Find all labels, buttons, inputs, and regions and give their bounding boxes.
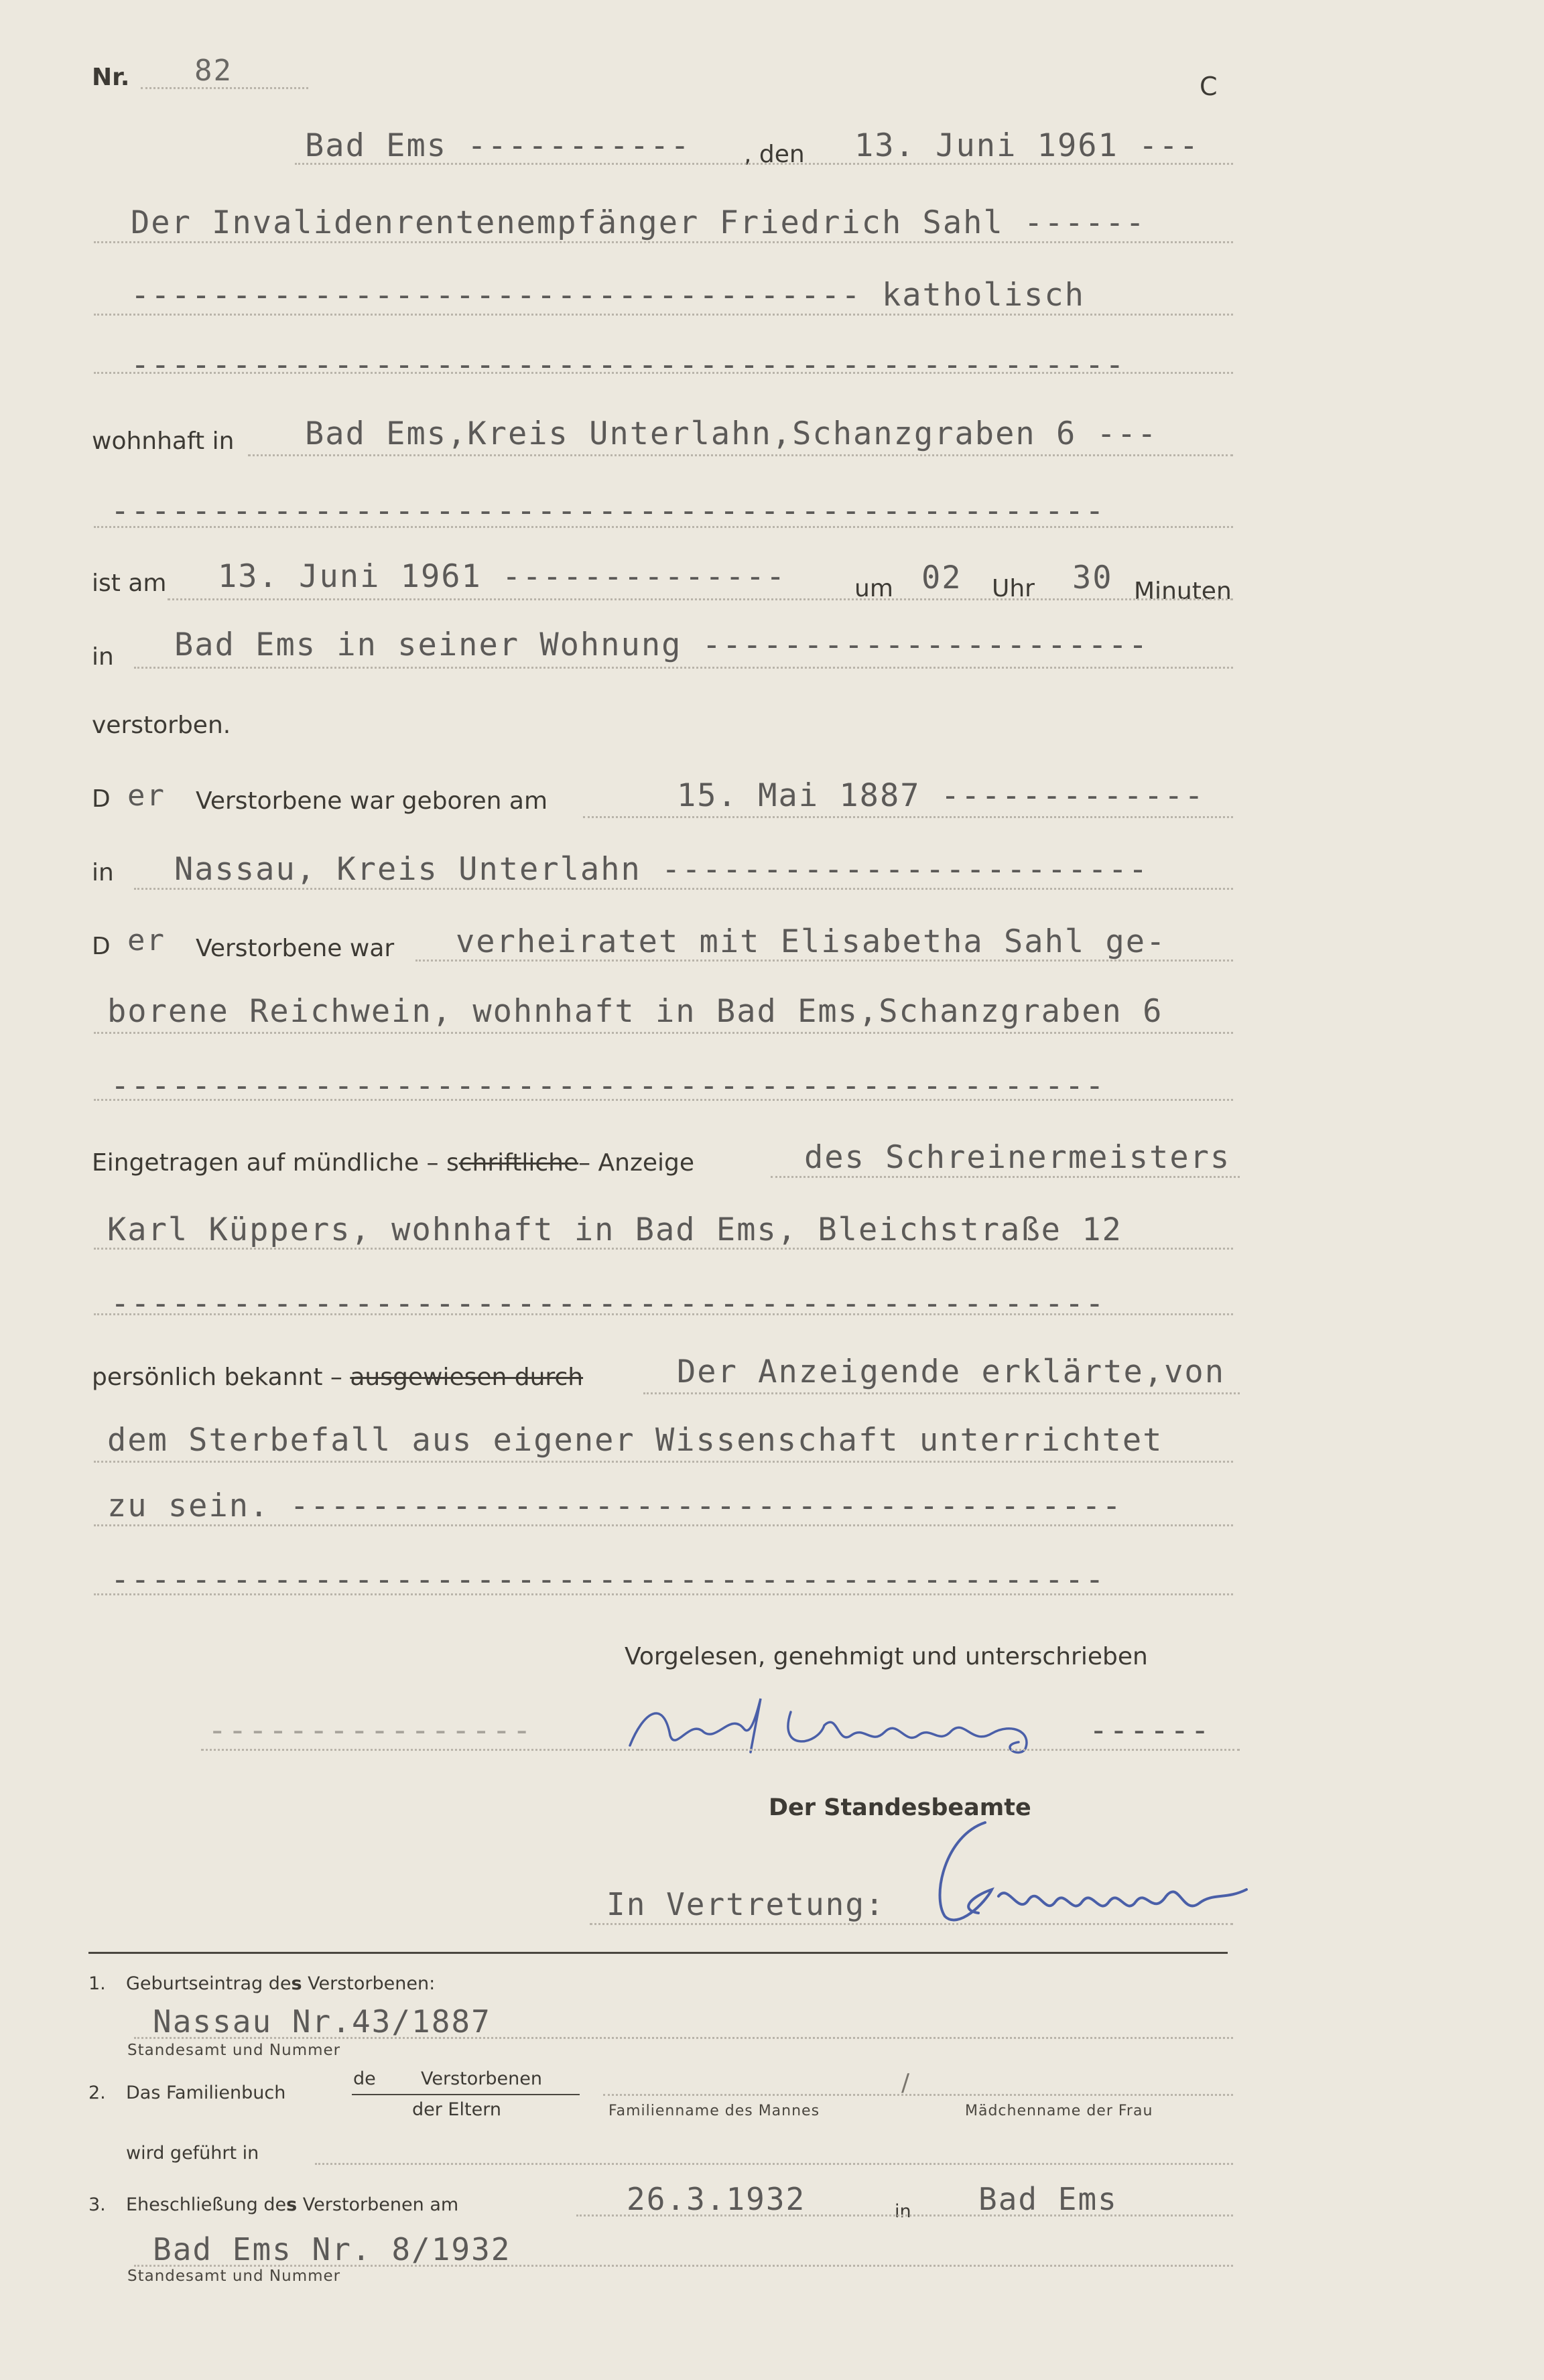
struck-option-ausgewiesen: ausgewiesen durch <box>350 1364 584 1391</box>
wird-gefuehrt-label: wird geführt in <box>126 2143 259 2164</box>
filler-line: ------------------------------------------------- <box>131 346 1126 383</box>
informant-line-2: Karl Küppers, wohnhaft in Bad Ems, Bleichstraße 12 <box>107 1211 1122 1248</box>
dotted-line <box>134 2265 1233 2267</box>
identity-label: persönlich bekannt – ausgewiesen durch <box>92 1364 584 1391</box>
dotted-line <box>168 598 1233 600</box>
birth-place: Nassau, Kreis Unterlahn ------------------------ <box>174 851 1149 888</box>
dotted-line <box>643 1392 1240 1394</box>
item2-number: 2. <box>88 2082 106 2103</box>
marital-filler: ------------------------------------------------- <box>111 1067 1106 1104</box>
birth-entry-value: Nassau Nr.43/1887 <box>153 2003 491 2040</box>
dotted-line <box>134 888 1233 890</box>
statement-filler: ------------------------------------------------- <box>111 1561 1106 1598</box>
fraction-line <box>352 2094 580 2095</box>
dotted-line <box>415 960 1233 962</box>
item3-in-label: in <box>895 2201 911 2222</box>
informant-sign-dashes: ------ <box>1089 1712 1211 1749</box>
in-vertretung-label: In Vertretung: <box>606 1886 885 1922</box>
marital-d-label: D <box>92 933 111 960</box>
marriage-place: Bad Ems <box>978 2181 1118 2217</box>
death-minute: 30 <box>1072 559 1113 596</box>
marital-er-fill: er <box>127 923 166 957</box>
nr-label: Nr. <box>92 64 130 91</box>
struck-option-schriftliche: chriftliche <box>458 1149 579 1177</box>
birth-label: Verstorbene war geboren am <box>196 787 548 815</box>
marital-line-2: borene Reichwein, wohnhaft in Bad Ems,Schanzgraben 6 <box>107 993 1163 1030</box>
death-place: Bad Ems in seiner Wohnung ---------------------- <box>174 626 1149 663</box>
dotted-line <box>94 241 1233 243</box>
deceased-name-line: Der Invalidenrentenempfänger Friedrich Sahl ------ <box>131 204 1146 241</box>
death-hour: 02 <box>921 559 962 596</box>
dotted-line <box>248 454 1233 456</box>
birth-date: 15. Mai 1887 ------------- <box>677 777 1205 814</box>
marital-line-1: verheiratet mit Elisabetha Sahl ge- <box>456 923 1167 960</box>
informant-signature <box>617 1672 1099 1766</box>
dotted-line <box>637 1749 1240 1751</box>
nr-dotted-line <box>141 87 308 89</box>
official-signature <box>918 1816 1267 1936</box>
religion-line: ------------------------------------ katholisch <box>131 277 1085 314</box>
item3-number: 3. <box>88 2194 106 2215</box>
register-letter: C <box>1200 72 1218 101</box>
read-approved-label: Vorgelesen, genehmigt und unterschrieben <box>625 1643 1148 1670</box>
dotted-line <box>94 372 1233 374</box>
birth-d-label: D <box>92 785 111 813</box>
statement-line-1: Der Anzeigende erklärte,von <box>677 1353 1226 1390</box>
dotted-line <box>94 1524 1233 1526</box>
statement-line-3: zu sein. ----------------------------------------- <box>107 1488 1122 1524</box>
register-number: 82 <box>194 54 233 88</box>
maedchenname-label: Mädchenname der Frau <box>965 2103 1153 2119</box>
dotted-line <box>201 1749 643 1751</box>
dotted-line <box>94 314 1233 316</box>
dotted-line <box>94 1313 1233 1315</box>
registration-label: Eingetragen auf mündliche – schriftliche– Anzeige <box>92 1149 695 1177</box>
death-date: 13. Juni 1961 -------------- <box>218 558 787 595</box>
dotted-line <box>603 2094 1233 2096</box>
minuten-label: Minuten <box>1134 578 1232 605</box>
dotted-line <box>94 1461 1233 1463</box>
marriage-date: 26.3.1932 <box>627 2181 806 2217</box>
item2-verstorbenen: Verstorbenen <box>421 2068 542 2089</box>
marriage-entry-value: Bad Ems Nr. 8/1932 <box>153 2231 511 2267</box>
uhr-label: Uhr <box>992 575 1035 602</box>
statement-line-2: dem Sterbefall aus eigener Wissenschaft unterrichtet <box>107 1422 1163 1459</box>
birth-er-fill: er <box>127 779 166 813</box>
dotted-line <box>576 2214 1233 2217</box>
informant-filler: ------------------------------------------------- <box>111 1285 1106 1322</box>
dotted-line <box>94 526 1233 528</box>
footer-rule <box>88 1952 1228 1954</box>
marital-label: Verstorbene war <box>196 935 395 962</box>
ist-am-label: ist am <box>92 570 167 597</box>
item3-label: Eheschließung des Verstorbenen am <box>126 2194 459 2215</box>
item1-label: Geburtseintrag des Verstorbenen: <box>126 1973 436 1994</box>
record-date: 13. Juni 1961 --- <box>854 127 1200 164</box>
item2-de: de <box>353 2068 376 2089</box>
dotted-line <box>94 1032 1233 1034</box>
dotted-line <box>134 667 1233 669</box>
item1-number: 1. <box>88 1973 106 1994</box>
standesamt-label-1: Standesamt und Nummer <box>127 2042 341 2059</box>
unused-sign-dashes: ---------------- <box>208 1712 533 1749</box>
death-in-label: in <box>92 643 114 671</box>
wohnhaft-label: wohnhaft in <box>92 427 235 455</box>
official-label: Der Standesbeamte <box>769 1794 1031 1821</box>
residence-value: Bad Ems,Kreis Unterlahn,Schanzgraben 6 --- <box>305 415 1158 452</box>
header-dotted-line <box>295 163 1233 165</box>
dotted-line <box>583 816 1233 818</box>
residence-filler: ------------------------------------------------- <box>111 492 1106 529</box>
dotted-line <box>94 1248 1233 1250</box>
dotted-line <box>315 2163 1233 2165</box>
birth-in-label: in <box>92 859 114 886</box>
standesamt-label-2: Standesamt und Nummer <box>127 2267 341 2285</box>
den-label: , den <box>744 141 805 168</box>
informant-line-1: des Schreinermeisters <box>804 1139 1231 1176</box>
verstorben-label: verstorben. <box>92 712 231 739</box>
dotted-line <box>134 2037 1233 2039</box>
place-of-record: Bad Ems ----------- <box>305 127 691 164</box>
dotted-line <box>590 1923 1233 1925</box>
dotted-line <box>94 1099 1233 1101</box>
item2-slash: / <box>901 2069 910 2097</box>
item2-label: Das Familienbuch <box>126 2082 286 2103</box>
dotted-line <box>94 1593 1233 1595</box>
dotted-line <box>771 1176 1240 1178</box>
um-label: um <box>854 575 893 602</box>
item2-eltern: der Eltern <box>412 2099 501 2120</box>
familienname-label: Familienname des Mannes <box>608 2103 820 2119</box>
